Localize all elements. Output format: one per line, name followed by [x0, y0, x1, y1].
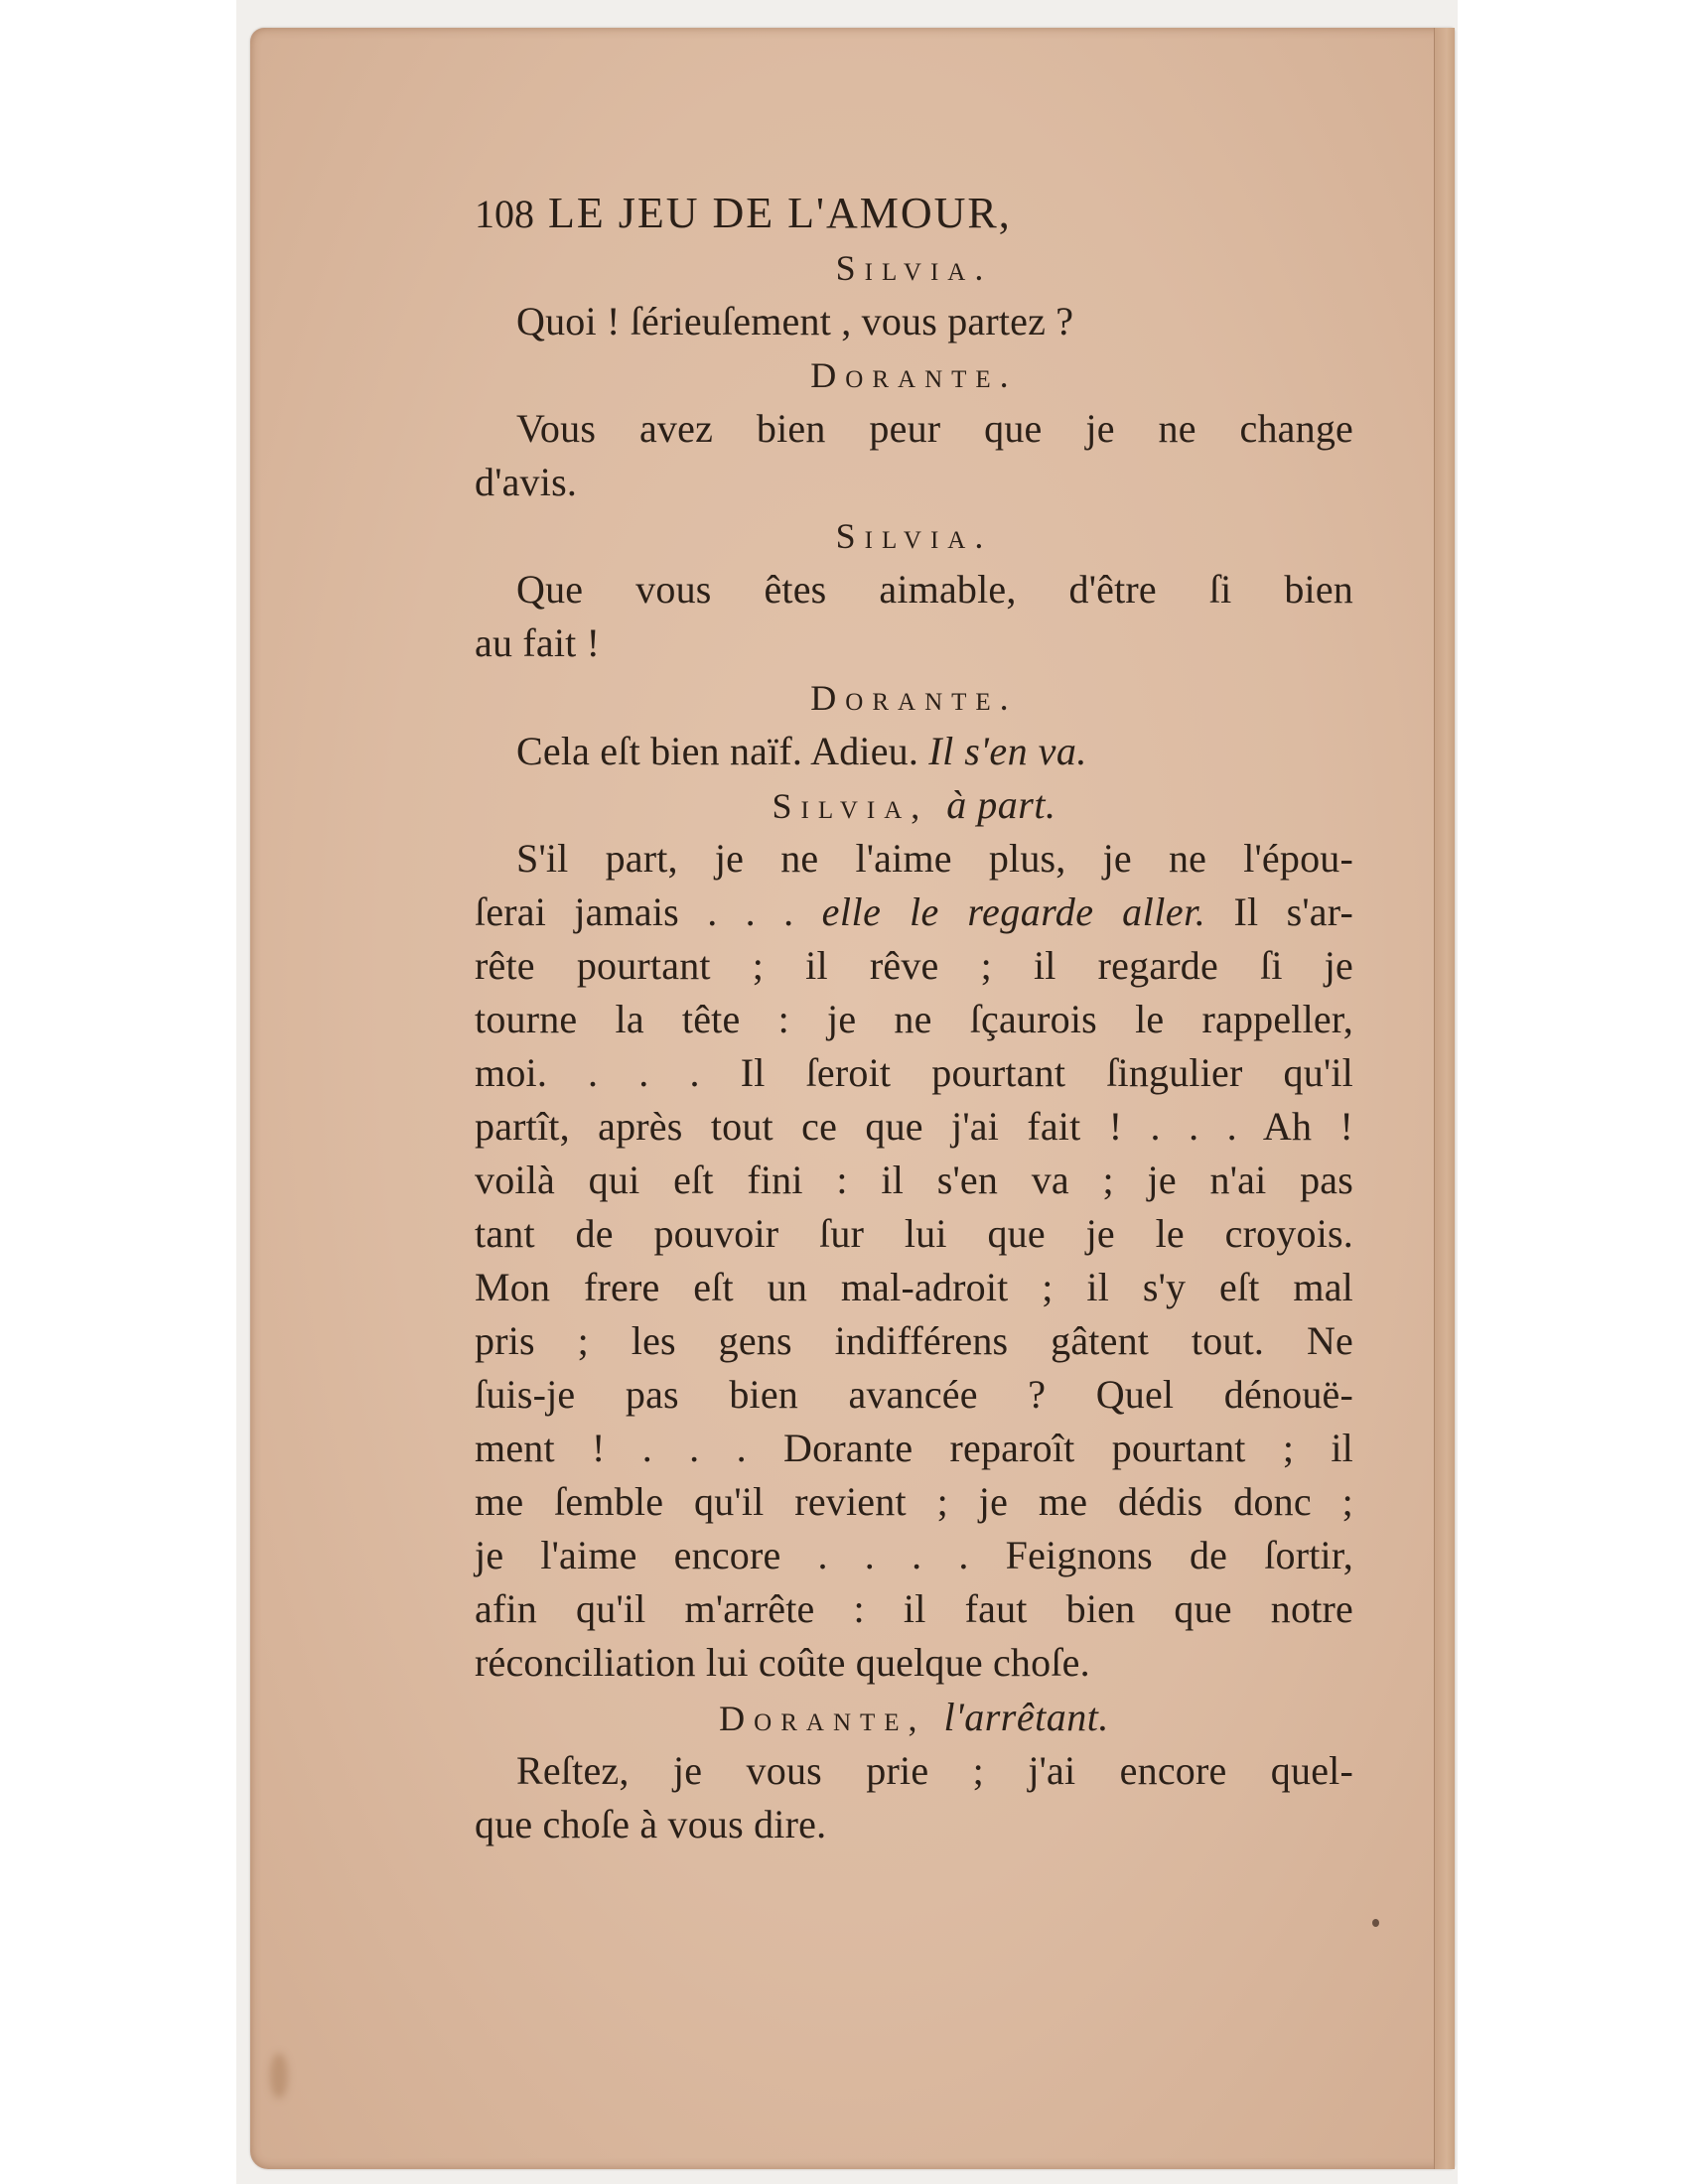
- speaker-name: Silvia,: [772, 786, 929, 826]
- dialogue-line: [475, 886, 1353, 939]
- dialogue-line: partît, après tout ce que j'ai fait ! . . . Ah !: [475, 1104, 1353, 1149]
- dialogue-line: S'il part, je ne l'aime plus, je ne l'épou-: [516, 836, 1353, 881]
- dialogue-line: ſuis-je pas bien avancée ? Quel dénouë-: [475, 1372, 1353, 1417]
- running-head: [475, 187, 1353, 240]
- dialogue-line: ment ! . . . Dorante reparoît pourtant ; il: [475, 1426, 1353, 1470]
- speaker-name: Silvia.: [835, 248, 993, 288]
- dialogue-line: au fait !: [475, 620, 601, 665]
- speaker-name: Silvia.: [835, 516, 993, 556]
- line-text: ſerai jamais . . .: [475, 889, 794, 934]
- dialogue-line: que choſe à vous dire.: [475, 1802, 827, 1846]
- dialogue-line: tourne la tête : je ne ſçaurois le rappeller,: [475, 997, 1353, 1041]
- foxing-stain: [270, 2053, 288, 2099]
- page-number: 108: [475, 192, 534, 236]
- stage-direction: elle le regarde aller.: [821, 889, 1206, 934]
- dialogue-line: [475, 295, 1353, 348]
- speaker-heading: [475, 1691, 1353, 1744]
- speaker-name: Dorante.: [810, 355, 1018, 395]
- speaker-name: Dorante,: [719, 1699, 926, 1738]
- dialogue-line: réconciliation lui coûte quelque choſe.: [475, 1640, 1090, 1685]
- line-text: Cela eſt bien naïf. Adieu.: [516, 729, 919, 773]
- stage-direction: Il s'en va.: [928, 729, 1087, 773]
- stage-direction: l'arrêtant.: [943, 1695, 1109, 1739]
- speaker-heading: [475, 348, 1353, 402]
- stage-direction: à part.: [946, 782, 1056, 827]
- speaker-name: Dorante.: [810, 678, 1018, 718]
- dialogue-line: d'avis.: [475, 460, 578, 504]
- dialogue-line: Mon frere eſt un mal-adroit ; il s'y eſt mal: [475, 1265, 1353, 1309]
- dialogue-line: Vous avez bien peur que je ne change: [516, 406, 1353, 451]
- speaker-heading: [475, 509, 1353, 563]
- dialogue-line: je l'aime encore . . . . Feignons de ſortir,: [475, 1533, 1353, 1577]
- dialogue-line: afin qu'il m'arrête : il faut bien que notre: [475, 1586, 1353, 1631]
- dialogue-line: voilà qui eſt fini : il s'en va ; je n'ai pas: [475, 1158, 1353, 1202]
- dialogue-line: [475, 725, 1353, 778]
- foxing-spot: [1372, 1919, 1379, 1927]
- dialogue-line: me ſemble qu'il revient ; je me dédis donc ;: [475, 1479, 1353, 1524]
- dialogue-line: moi. . . . Il ſeroit pourtant ſingulier qu'il: [475, 1050, 1353, 1095]
- speaker-heading: [475, 778, 1353, 832]
- line-text: Quoi ! ſérieuſement , vous partez ?: [516, 299, 1074, 343]
- dialogue-line: tant de pouvoir ſur lui que je le croyois.: [475, 1211, 1353, 1256]
- dialogue-line: Que vous êtes aimable, d'être ſi bien: [516, 567, 1353, 612]
- dialogue-line: Reſtez, je vous prie ; j'ai encore quel-: [516, 1748, 1353, 1793]
- speaker-heading: [475, 671, 1353, 725]
- page-gutter-fold: [1434, 28, 1455, 2169]
- dialogue-line: rête pourtant ; il rêve ; il regarde ſi je: [475, 943, 1353, 988]
- speaker-heading: [475, 241, 1353, 295]
- line-text: Il s'ar-: [1233, 889, 1354, 934]
- dialogue-line: pris ; les gens indifférens gâtent tout. Ne: [475, 1318, 1353, 1363]
- running-title: LE JEU DE L'AMOUR,: [548, 189, 1012, 237]
